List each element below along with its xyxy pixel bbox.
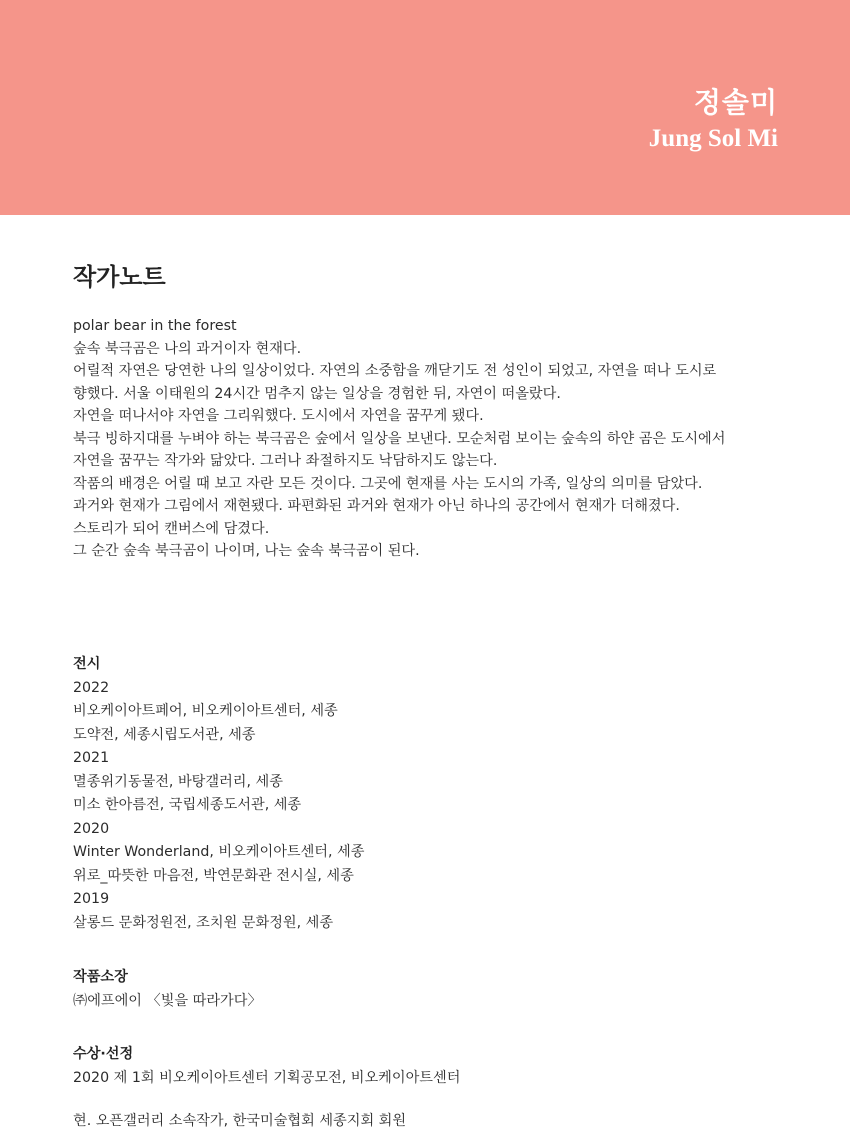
artist-name-english: Jung Sol Mi bbox=[648, 125, 778, 152]
artist-name-korean: 정솔미 bbox=[693, 86, 778, 119]
exhibition-item: 위로_따뜻한 마음전, 박연문화관 전시실, 세종 bbox=[73, 867, 354, 884]
exhibition-item: 도약전, 세종시립도서관, 세종 bbox=[73, 726, 256, 743]
note-line: polar bear in the forest bbox=[73, 318, 237, 334]
exhibition-item: Winter Wonderland, 비오케이아트센터, 세종 bbox=[73, 844, 365, 860]
awards-section bbox=[73, 1043, 460, 1090]
exhibition-item: 미소 한아름전, 국립세종도서관, 세종 bbox=[73, 797, 302, 813]
exhibition-year: 2022 bbox=[73, 679, 110, 696]
note-line: 작품의 배경은 어릴 때 보고 자란 모든 것이다. 그곳에 현재를 사는 도시의 가족, 일상의 의미를 담았다. bbox=[73, 475, 703, 492]
artist-note-body bbox=[73, 315, 793, 563]
exhibition-item: 살롱드 문화정원전, 조치원 문화정원, 세종 bbox=[73, 914, 334, 931]
note-line: 자연을 꿈꾸는 작가와 닮았다. 그러나 좌절하지도 낙담하지도 않는다. bbox=[73, 453, 498, 469]
exhibition-year: 2019 bbox=[73, 891, 110, 907]
exhibition-year: 2020 bbox=[73, 820, 110, 837]
note-line: 북극 빙하지대를 누벼야 하는 북극곰은 숲에서 일상을 보낸다. 모순처럼 보이는 숲속의 하얀 곰은 도시에서 bbox=[73, 430, 726, 447]
exhibitions-section bbox=[73, 653, 364, 935]
artist-note-title: 작가노트 bbox=[73, 262, 166, 291]
header-banner bbox=[0, 0, 850, 215]
collection-item: ㈜에프에이 〈빛을 따라가다〉 bbox=[73, 992, 262, 1009]
collection-heading: 작품소장 bbox=[73, 969, 128, 985]
note-line: 과거와 현재가 그림에서 재현됐다. 파편화된 과거와 현재가 아닌 하나의 공간에서 현재가 더해졌다. bbox=[73, 498, 680, 514]
exhibition-item: 비오케이아트페어, 비오케이아트센터, 세종 bbox=[73, 703, 338, 719]
affiliation-line: 현. 오픈갤러리 소속작가, 한국미술협회 세종지회 회원 bbox=[73, 1113, 407, 1129]
current-affiliation bbox=[73, 1110, 406, 1134]
awards-heading: 수상·선정 bbox=[73, 1046, 134, 1062]
note-line: 자연을 떠나서야 자연을 그리워했다. 도시에서 자연을 꿈꾸게 됐다. bbox=[73, 408, 484, 424]
award-item: 2020 제 1회 비오케이아트센터 기획공모전, 비오케이아트센터 bbox=[73, 1069, 461, 1086]
exhibitions-heading: 전시 bbox=[73, 656, 101, 672]
exhibition-item: 멸종위기동물전, 바탕갤러리, 세종 bbox=[73, 773, 283, 790]
note-line: 스토리가 되어 캔버스에 담겼다. bbox=[73, 520, 270, 537]
note-line: 향했다. 서울 이태원의 24시간 멈추지 않는 일상을 경험한 뒤, 자연이 떠올랐다. bbox=[73, 385, 561, 402]
exhibition-year: 2021 bbox=[73, 750, 110, 766]
note-line: 어릴적 자연은 당연한 나의 일상이었다. 자연의 소중함을 깨닫기도 전 성인이 되었고, 자연을 떠나 도시로 bbox=[73, 363, 717, 379]
note-line: 그 순간 숲속 북극곰이 나이며, 나는 숲속 북극곰이 된다. bbox=[73, 543, 420, 559]
collection-section bbox=[73, 966, 262, 1013]
note-line: 숲속 북극곰은 나의 과거이자 현재다. bbox=[73, 340, 302, 357]
